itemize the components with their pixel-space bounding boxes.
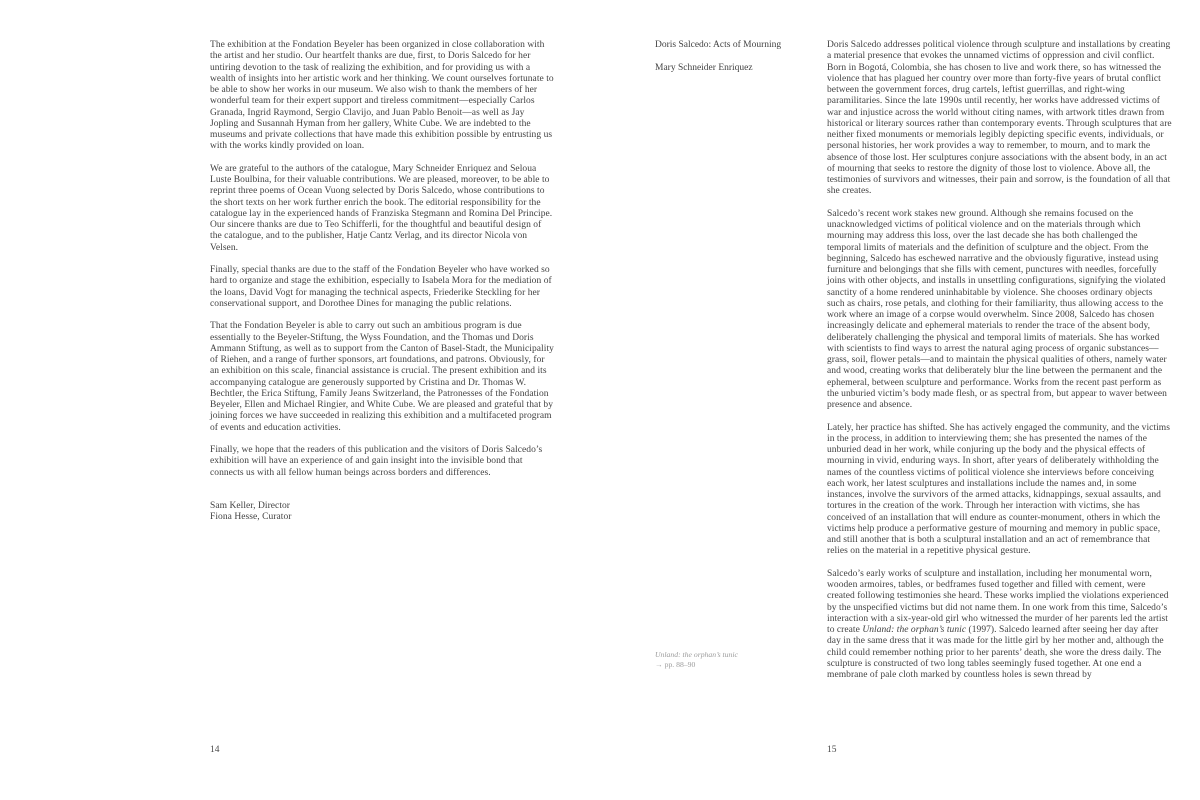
margin-note-page-ref: → pp. 88–90 [655, 660, 696, 669]
page-number-left: 14 [210, 745, 220, 755]
signature-block [210, 501, 554, 524]
essay-author: Mary Schneider Enriquez [655, 62, 753, 73]
acknowledgments-paragraph: The exhibition at the Fondation Beyeler has been organized in close collaboration with the artist and her studio. Our heartfelt thanks are due, first, to Doris Salcedo for her untiring devotion to the task of realizing the exhibition, and for providing us with a wealth of insights into her artistic work and her thinking. We count ourselves fortunate to be able to show her works in our museum. We also wish to thank the members of her wonderful team for their expert support and tireless commitment—especially Carlos Granada, Ingrid Raymond, Sergio Clavijo, and Juan Pablo Benoit—as well as Jay Jopling and Susannah Hyman from her gallery, White Cube. We are indebted to the museums and private collections that have made this exhibition possible by entrusting us with the works kindly provided on loan. [210, 40, 554, 152]
margin-note-work-title: Unland: the orphan’s tunic [655, 650, 738, 659]
essay-paragraph: Doris Salcedo addresses political violence through sculpture and installations by creating a material presence that evokes the unnamed victims of oppression and civil conflict. Born in Bogotá, Colombia, she has chosen to live and work there, so has witnessed the violence that has plagued her country over more than forty-five years of brutal conflict between the government forces, drug cartels, leftist guerrillas, and right-wing paramilitaries. Since the late 1990s until recently, her works have addressed victims of war and injustice across the world without citing names, with artwork titles drawn from historical or literary sources rather than contemporary events. Through sculptures that are neither fixed monuments or memorials legibly depicting specific events, individuals, or personal histories, her work provides a way to remember, to mourn, and to mark the absence of those lost. Her sculptures conjure associations with the absent body, in an act of mourning that seeks to restore the dignity of those lost to violence. Above all, the testimonies of survivors and witnesses, their pain and sorrow, is the foundation of all that she creates. [827, 40, 1172, 197]
acknowledgments-text [210, 40, 554, 523]
margin-note [655, 650, 810, 670]
essay-title: Doris Salcedo: Acts of Mourning [655, 40, 782, 50]
acknowledgments-paragraph: We are grateful to the authors of the catalogue, Mary Schneider Enriquez and Seloua Luste Boulbina, for their valuable contributions. We are pleased, moreover, to be able to reprint three poems of Ocean Vuong selected by Doris Salcedo, whose contributions to the short texts on her work further enrich the book. The editorial responsibility for the catalogue lay in the experienced hands of Franziska Stegmann and Romina Del Principe. Our sincere thanks are due to Teo Schifferli, for the thoughtful and beautiful design of the catalogue, and to the publisher, Hatje Cantz Verlag, and its director Nicola von Velsen. [210, 163, 553, 253]
essay-paragraph: Salcedo’s early works of sculpture and installation, including her monumental worn, wooden armoires, tables, or bedframes fused together and filled with cement, were created following testimonies she heard. These works implied the violations experienced by the unspecified victims but did not name them. In one work from this time, Salcedo’s interaction with a six-year-old girl who witnessed the murder of her parents led the artist to create Unland: the orphan’s tunic (1997). Salcedo learned after seeing her day after day in the same dress that it was made for the little girl by her mother and, although the child could remember nothing prior to her parents’ death, she wore the dress daily. The sculpture is constructed of two long tables seemingly fused together. At one end a membrane of pale cloth marked by countless holes is sewn thread by [827, 568, 1169, 680]
acknowledgments-paragraph: Finally, special thanks are due to the staff of the Fondation Beyeler who have worked so hard to organize and stage the exhibition, especially to Isabela Mora for the mediation of the loans, David Vogt for managing the technical aspects, Friederike Steckling for her conservational support, and Dorothee Dines for managing the public relations. [210, 265, 552, 309]
essay-text [827, 40, 1172, 693]
signature-curator: Fiona Hesse, Curator [210, 512, 292, 522]
acknowledgments-paragraph: That the Fondation Beyeler is able to carry out such an ambitious program is due essentially to the Beyeler-Stiftung, the Wyss Foundation, and the Thomas und Doris Ammann Stiftung, as well as to support from the Canton of Basel-Stadt, the Municipality of Riehen, and a range of further sponsors, art foundations, and patrons. Obviously, for an exhibition on this scale, financial assistance is crucial. The present exhibition and its accompanying catalogue are generously supported by Cristina and Dr. Thomas W. Bechtler, the Erica Stiftung, Family Jeans Switzerland, the Patronesses of the Fondation Beyeler, Ellen and Michael Ringier, and White Cube. We are pleased and grateful that by joining forces we have succeeded in realizing this exhibition and a multifaceted program of events and education activities. [210, 321, 554, 433]
acknowledgments-paragraph: Finally, we hope that the readers of this publication and the visitors of Doris Salcedo’s exhibition will have an experience of and gain insight into the invisible bond that connects us with all fellow human beings across borders and differences. [210, 445, 543, 478]
page-number-right: 15 [827, 745, 837, 755]
signature-director: Sam Keller, Director [210, 500, 291, 511]
essay-paragraph: Lately, her practice has shifted. She has actively engaged the community, and the victims in the process, in addition to interviewing them; she has presented the names of the unburied dead in her work, while conjuring up the body and the physical effects of mourning in vivid, enduring ways. In short, after years of deliberately withholding the names of the countless victims of political violence she interviews before conceiving each work, her latest sculptures and installations include the names and, in some instances, involve the survivors of the armed attacks, kidnappings, sexual assaults, and tortures in the creation of the work. Through her interaction with victims, she has conceived of an installation that will endure as counter-monument, others in which the victims help produce a performative gesture of mourning and memory in public space, and still another that is both a sculptural installation and an act of remembrance that relies on the material in a repetitive physical gesture. [827, 422, 1170, 557]
essay-paragraph: Salcedo’s recent work stakes new ground. Although she remains focused on the unacknowledged victims of political violence and on the materials through which mourning may address this loss, over the last decade she has both challenged the temporal limits of materials and the definition of sculpture and the object. From the beginning, Salcedo has eschewed narrative and the obviously figurative, instead using furniture and belongings that she fills with cement, punctures with needles, forcefully joins with other objects, and installs in unsettling configurations, signifying the violated sanctity of a home rendered uninhabitable by violence. She chooses ordinary objects such as chairs, rose petals, and clothing for their familiarity, thus allowing access to the work where an image of a corpse would overwhelm. Since 2008, Salcedo has chosen increasingly delicate and ephemeral materials to render the trace of the absent body, deliberately challenging the physical and temporal limits of materials. She has worked with scientists to find ways to arrest the natural aging process of organic substances—grass, soil, flower petals—and to maintain the physical qualities of others, namely water and wood, creating works that deliberately blur the line between the permanent and the ephemeral, between sculpture and performance. Works from the recent past perform as the unburied victim’s body made flesh, or as spectral from, but appear to waver between presence and absence. [827, 208, 1167, 410]
essay-heading [655, 40, 825, 85]
